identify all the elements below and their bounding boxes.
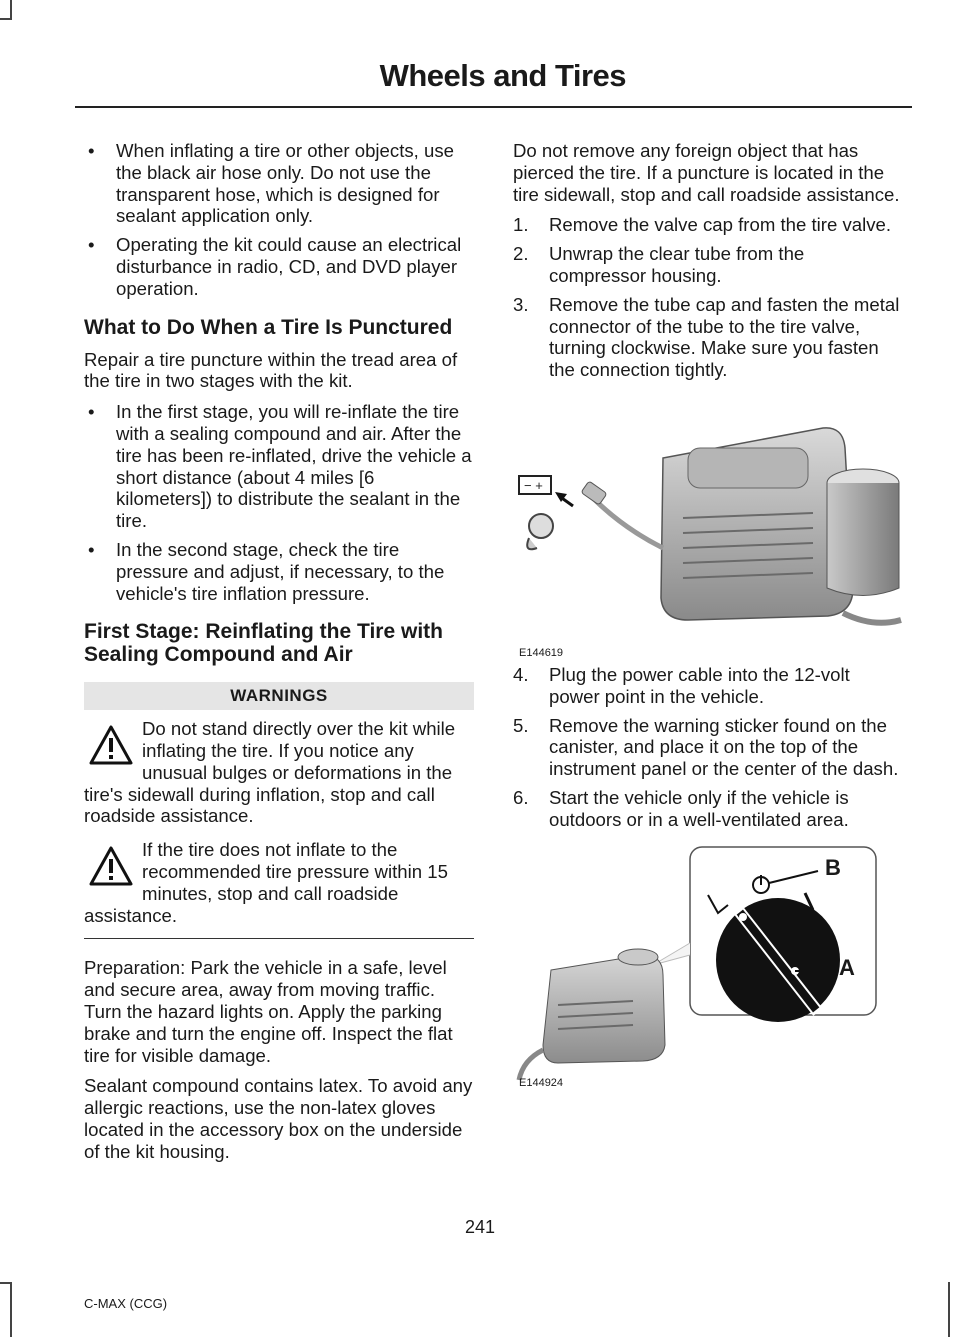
paragraph: Sealant compound contains latex. To avoid any allergic reactions, use the non-latex gloves located in the accessory box on the underside of the kit housing. (84, 1075, 473, 1162)
warnings-header: WARNINGS (84, 682, 474, 710)
warning-text: Do not stand directly over the kit while inflating the tire. If you notice any unusual bulges or deformations in the tire's sidewall during inflation, stop and call roadside assistance. (84, 718, 456, 827)
figure-code: E144619 (519, 646, 564, 659)
list-item: • Operating the kit could cause an electrical disturbance in radio, CD, and DVD player operation. (84, 234, 474, 299)
list-item: • In the second stage, check the tire pressure and adjust, if necessary, to the vehicle's tire inflation pressure. (84, 539, 474, 604)
steps-list-b (513, 664, 903, 831)
crop-mark (0, 18, 12, 20)
paragraph: Do not remove any foreign object that has pierced the tire. If a puncture is located in the tire sidewall, stop and call roadside assistance. (513, 140, 900, 205)
warning-block (84, 839, 474, 926)
figure-compressor-dial (513, 845, 903, 1095)
steps-list-a (513, 214, 903, 381)
list-item: • In the first stage, you will re-inflate the tire with a sealing compound and air. After the tire has been re-inflated, drive the vehicle a short distance (about 4 miles [6 kilometers]) to distribute the sealant in the tire. (84, 401, 474, 532)
list-item: 3. Remove the tube cap and fasten the metal connector of the tube to the tire valve, turning clockwise. Make sure you fasten the connection tightly. (513, 293, 900, 381)
crop-mark (0, 1282, 12, 1284)
figure-compressor-valve (513, 388, 903, 659)
footer-model-code: C-MAX (CCG) (84, 1296, 168, 1311)
warnings-rule (84, 938, 474, 939)
right-column (513, 140, 903, 1095)
page-number: 241 (464, 1217, 496, 1237)
crop-mark (10, 0, 12, 20)
svg-text:− +: − + (524, 477, 543, 493)
warning-triangle-icon (88, 724, 134, 766)
list-item: 5. Remove the warning sticker found on the canister, and place it on the top of the instrument panel or the center of the dash. (513, 714, 899, 780)
list-item: 2. Unwrap the clear tube from the compressor housing. (513, 243, 805, 286)
warning-block (84, 718, 474, 827)
figure-code: E144924 (519, 1076, 564, 1089)
list-item: 4. Plug the power cable into the 12-volt power point in the vehicle. (513, 663, 850, 707)
compressor-illustration (513, 388, 903, 638)
list-item: 1. Remove the valve cap from the tire valve. (513, 214, 892, 236)
paragraph: Preparation: Park the vehicle in a safe, level and secure area, away from moving traffic. Turn the hazard lights on. Apply the parking brake and turn the engine off. Inspect the flat tire for visible damage. (84, 957, 453, 1066)
crop-mark (10, 1282, 12, 1337)
page-title: Wheels and Tires (379, 58, 626, 93)
paragraph: Repair a tire puncture within the tread area of the tire in two stages with the kit. (84, 348, 458, 392)
header-rule (75, 106, 912, 108)
section-heading-punctured: What to Do When a Tire Is Punctured (84, 315, 453, 339)
label-b: B (825, 854, 841, 880)
bullet-list-top (84, 140, 474, 300)
list-item: • When inflating a tire or other objects, use the black air hose only. Do not use the transparent hose, which is designed for sealant application only. (84, 140, 474, 227)
crop-mark (948, 1282, 950, 1337)
bullet-list-stages (84, 401, 474, 604)
section-heading-first-stage: First Stage: Reinflating the Tire with Sealing Compound and Air (84, 620, 443, 667)
label-a: A (839, 954, 855, 980)
list-item: 6. Start the vehicle only if the vehicle is outdoors or in a well-ventilated area. (513, 786, 849, 830)
left-column (84, 140, 474, 1171)
warning-text: If the tire does not inflate to the recommended tire pressure within 15 minutes, stop and call roadside assistance. (84, 839, 448, 926)
warning-triangle-icon (88, 845, 134, 887)
